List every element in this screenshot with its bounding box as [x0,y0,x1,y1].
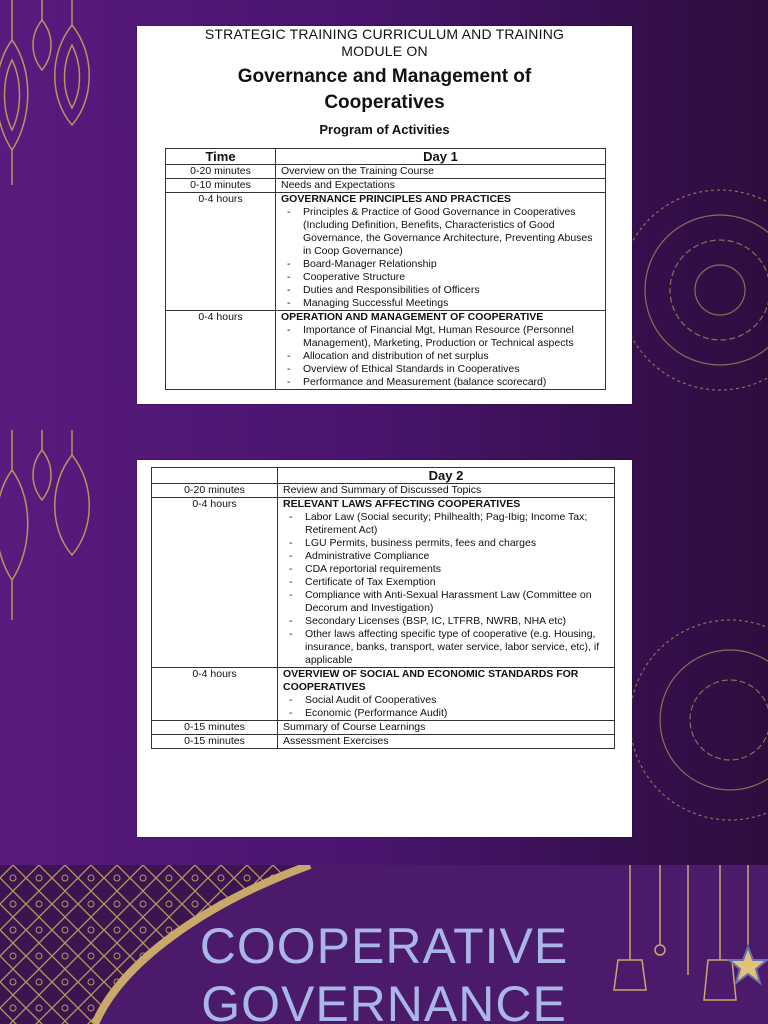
list-item: - CDA reportorial requirements [283,563,609,576]
list-item: - Board-Manager Relationship [281,258,600,271]
list-item: - Administrative Compliance [283,550,609,563]
list-item: - Overview of Ethical Standards in Cooperatives [281,363,600,376]
list-item: - Principles & Practice of Good Governance in Cooperatives (Including Definition, Benefits, Characteristics of Good Governance, the Governance Architecture, Preventing Abuses in Coop Governance) [281,206,600,258]
list-item: - Economic (Performance Audit) [283,707,609,720]
activity-cell: Summary of Course Learnings [278,721,615,735]
time-cell: 0-20 minutes [152,484,278,498]
slide-title-line1: COOPERATIVE [199,918,569,974]
time-cell: 0-4 hours [166,311,276,390]
time-cell: 0-15 minutes [152,735,278,749]
time-cell: 0-4 hours [152,668,278,721]
doc-subtitle: Program of Activities [319,122,450,137]
list-item: - Importance of Financial Mgt, Human Resource (Personnel Management), Marketing, Production or Technical aspects [281,324,600,350]
slide-title-line2: GOVERNANCE [201,976,567,1024]
table-row [152,498,615,668]
program-document-day1 [137,26,632,404]
topic-list [281,206,600,310]
table-row [152,668,615,721]
time-cell: 0-10 minutes [166,179,276,193]
list-item: - Labor Law (Social security; Philhealth; Pag-Ibig; Income Tax; Retirement Act) [283,511,609,537]
list-item: - LGU Permits, business permits, fees and charges [283,537,609,550]
time-cell: 0-20 minutes [166,165,276,179]
col-header-day: Day 2 [278,468,615,484]
col-header-day: Day 1 [276,149,606,165]
table-row [166,165,606,179]
list-item: - Allocation and distribution of net surplus [281,350,600,363]
doc-header-line2: MODULE ON [341,43,428,59]
doc-title-a: Governance and Management of [237,66,532,87]
table-row [166,311,606,390]
lantern-decoration-icon [0,0,110,200]
section-heading: RELEVANT LAWS AFFECTING COOPERATIVES [283,498,521,510]
table-row [152,735,615,749]
activity-cell: Assessment Exercises [278,735,615,749]
activity-cell [276,311,606,390]
list-item: - Social Audit of Cooperatives [283,694,609,707]
section-heading: OPERATION AND MANAGEMENT OF COOPERATIVE [281,311,544,323]
time-cell: 0-4 hours [152,498,278,668]
section-heading: OVERVIEW OF SOCIAL AND ECONOMIC STANDARDS FOR COOPERATIVES [283,668,579,693]
list-item: - Performance and Measurement (balance scorecard) [281,376,600,389]
activity-cell [278,498,615,668]
section-heading: GOVERNANCE PRINCIPLES AND PRACTICES [281,193,512,205]
doc-header-line1: STRATEGIC TRAINING CURRICULUM AND TRAINING [204,26,565,42]
activity-cell: Overview on the Training Course [276,165,606,179]
list-item: - Cooperative Structure [281,271,600,284]
activity-cell: Review and Summary of Discussed Topics [278,484,615,498]
table-row [152,484,615,498]
col-header-time: Time [166,149,276,165]
list-item: - Compliance with Anti-Sexual Harassment Law (Committee on Decorum and Investigation) [283,589,609,615]
topic-list [283,694,609,720]
lantern-decoration-icon [0,430,110,630]
table-row [166,179,606,193]
list-item: - Other laws affecting specific type of cooperative (e.g. Housing, insurance, banks, transport, water service, labor service, etc), if applicable [283,628,609,667]
activity-cell [276,193,606,311]
schedule-table-day1 [165,148,606,390]
doc-title-b: Cooperatives [324,92,445,113]
activity-cell [278,668,615,721]
table-row [152,721,615,735]
schedule-table-day2 [151,467,615,749]
list-item: - Secondary Licenses (BSP, IC, LTFRB, NWRB, NHA etc) [283,615,609,628]
col-header-time [152,468,278,484]
list-item: - Managing Successful Meetings [281,297,600,310]
topic-list [283,511,609,667]
time-cell: 0-4 hours [166,193,276,311]
slide-2 [0,430,768,865]
time-cell: 0-15 minutes [152,721,278,735]
slide-3 [0,865,768,1024]
slide-1 [0,0,768,430]
mandala-decoration-icon [610,580,768,865]
topic-list [281,324,600,389]
program-document-day2 [137,460,632,837]
list-item: - Duties and Responsibilities of Officers [281,284,600,297]
list-item: - Certificate of Tax Exemption [283,576,609,589]
activity-cell: Needs and Expectations [276,179,606,193]
table-row [166,193,606,311]
